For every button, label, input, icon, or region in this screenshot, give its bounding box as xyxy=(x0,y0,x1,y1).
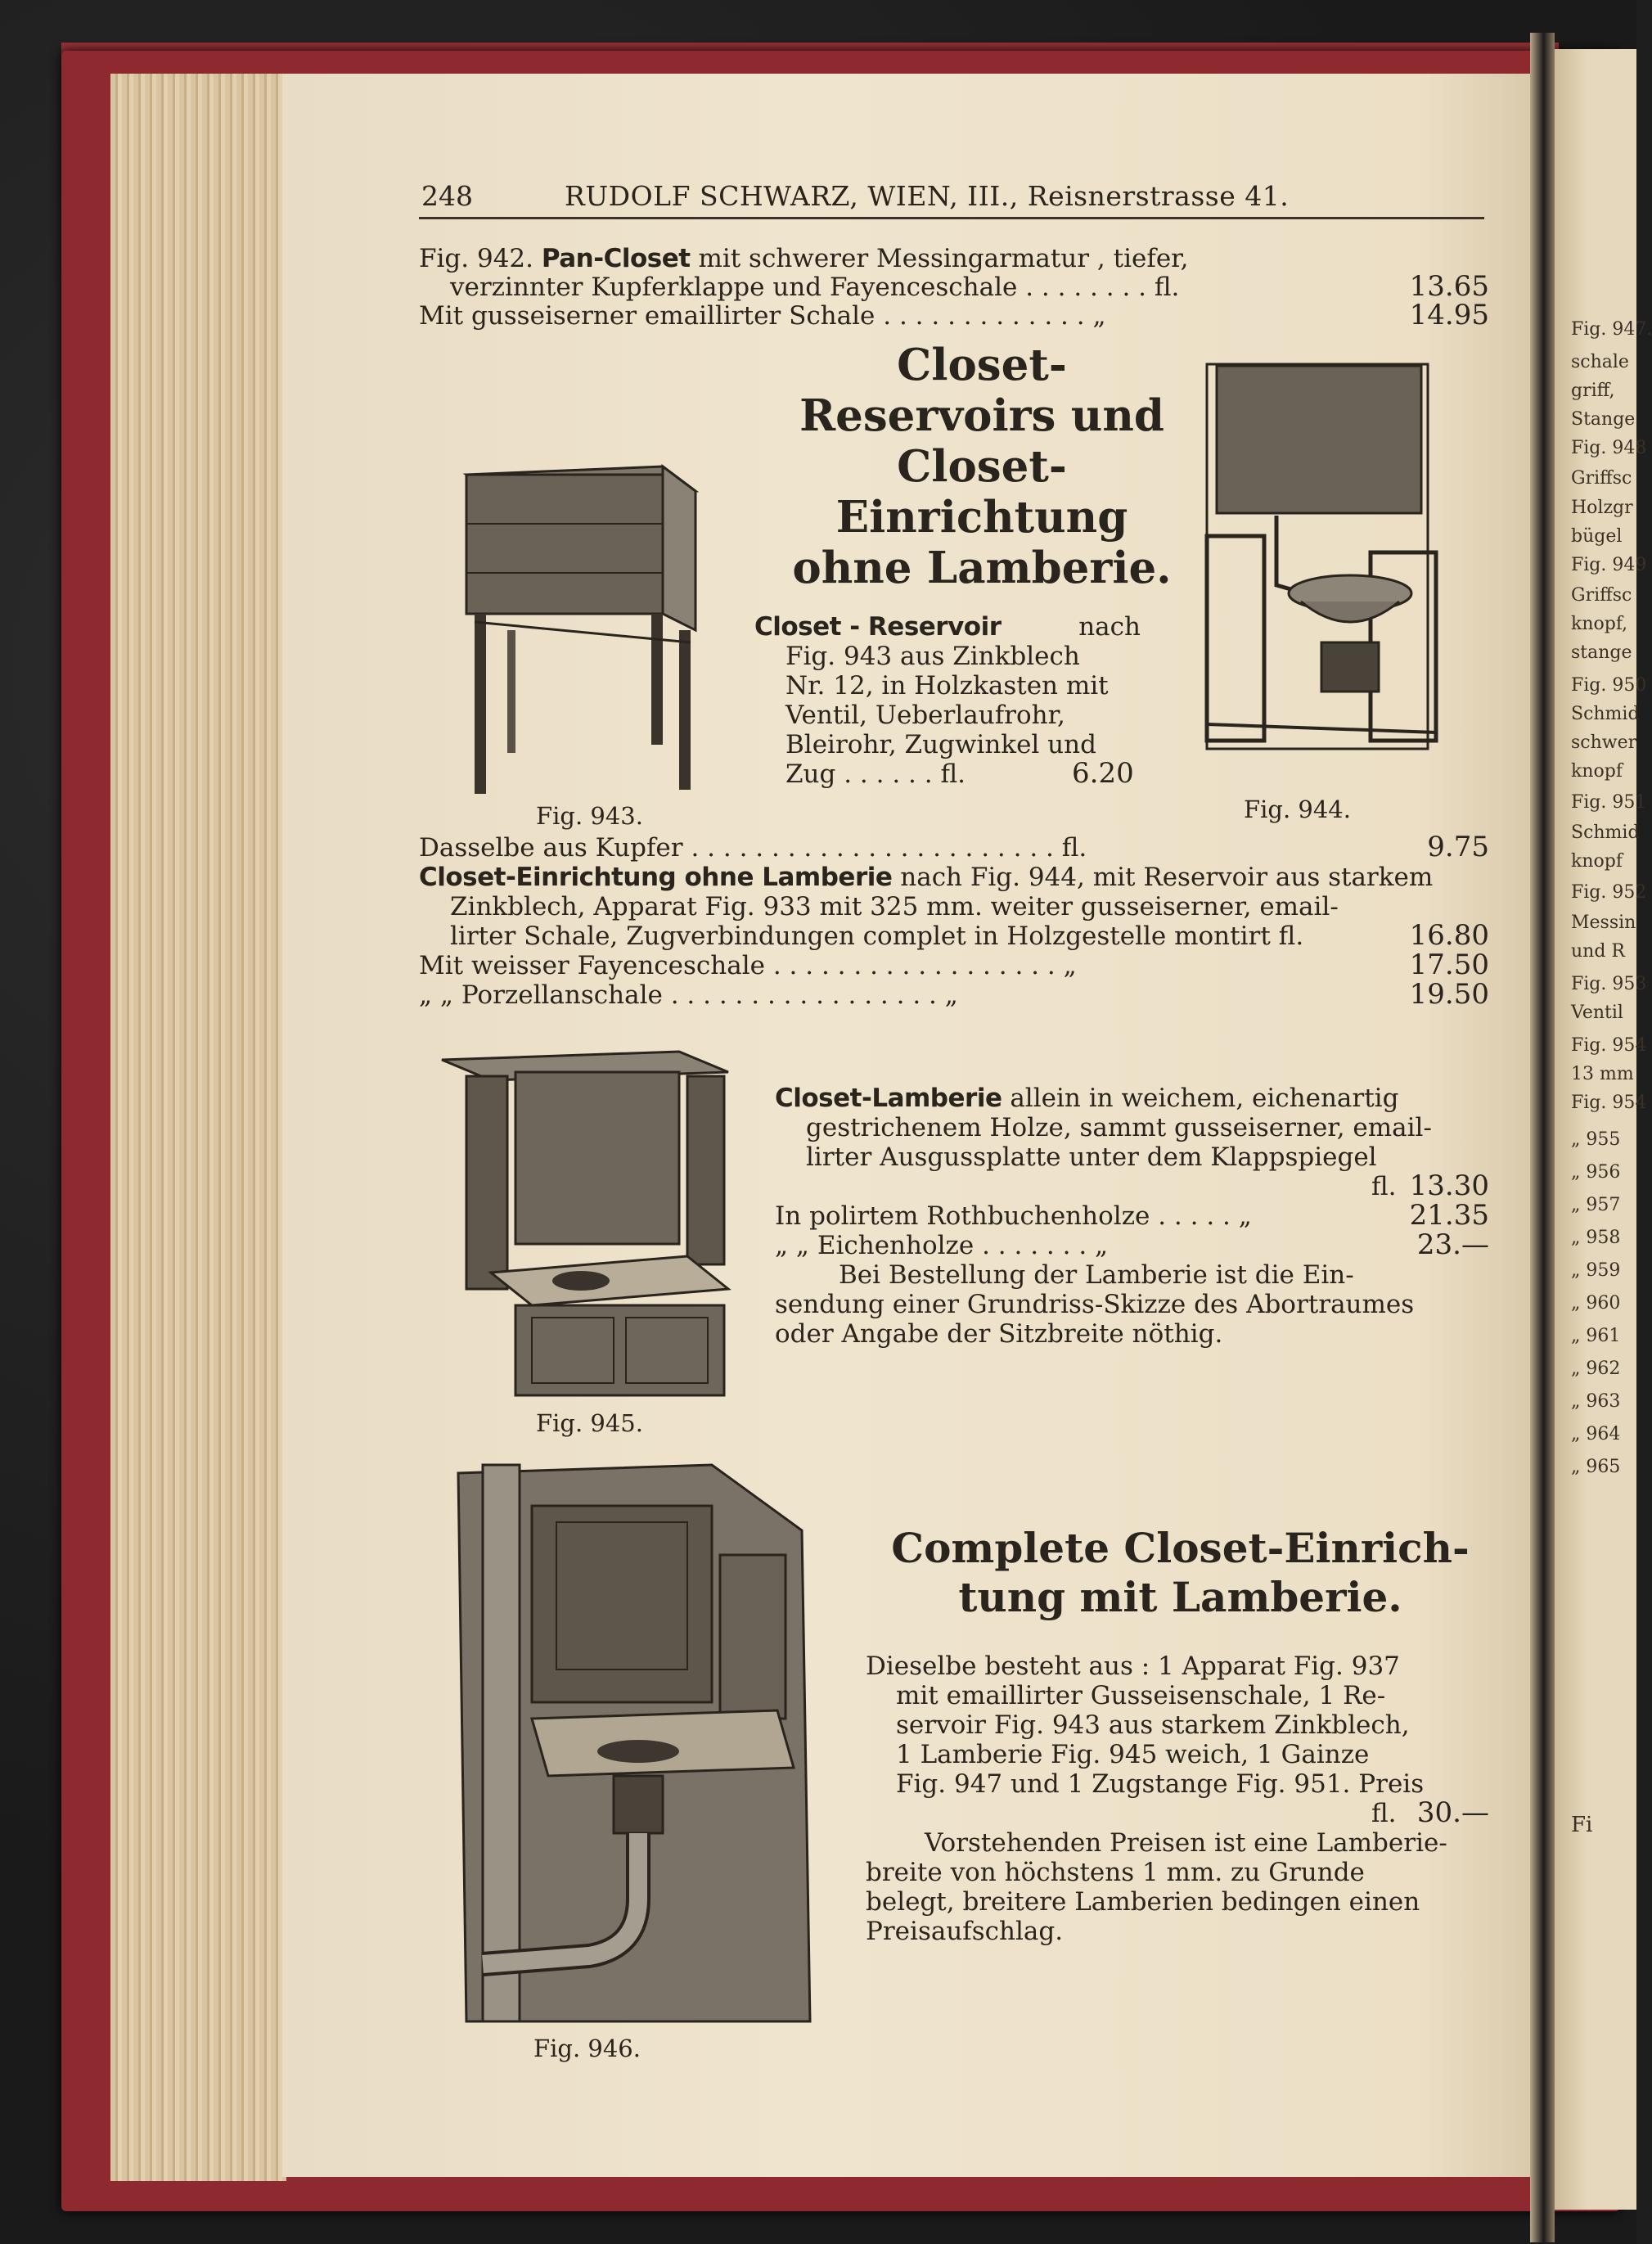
fig943-illustration xyxy=(458,458,712,802)
section3-title-line1: Complete Closet-Einrich- xyxy=(891,1524,1470,1572)
fig946-caption: Fig. 946. xyxy=(533,2034,641,2062)
fig942-price2: 14.95 xyxy=(1409,299,1489,331)
next-page-line: Stange xyxy=(1571,409,1636,430)
section3-note-line4: Preisaufschlag. xyxy=(866,1917,1064,1946)
rothbuche-line: In polirtem Rothbuchenholze . . . . . „ xyxy=(775,1201,1252,1231)
next-page-line: Fig. 951 xyxy=(1571,792,1647,813)
eiche-line: „ „ Eichenholze . . . . . . . „ xyxy=(775,1231,1109,1260)
section3-title-line2: tung mit Lamberie. xyxy=(958,1573,1402,1621)
eiche-price: 23.— xyxy=(1416,1228,1489,1261)
lamberie-line1 xyxy=(775,1084,1398,1113)
next-page-line: „ 963 xyxy=(1571,1391,1621,1412)
next-page-line: schwer xyxy=(1571,732,1637,753)
reservoir-line3: Nr. 12, in Holzkasten mit xyxy=(785,671,1109,701)
fig945-illustration xyxy=(442,1043,736,1412)
reservoir-line5: Bleirohr, Zugwinkel und xyxy=(785,730,1096,759)
next-page-line: Fig. 950 xyxy=(1571,675,1647,696)
next-page-line: Fig. 949 xyxy=(1571,555,1647,575)
lamberie-price: 13.30 xyxy=(1409,1169,1489,1202)
einrichtung-desc: nach Fig. 944, mit Reservoir aus starkem xyxy=(900,863,1434,892)
next-page-line: Schmid xyxy=(1571,822,1640,843)
kupfer-price: 9.75 xyxy=(1427,831,1489,863)
next-page-line: knopf, xyxy=(1571,614,1628,634)
rothbuche-price: 21.35 xyxy=(1409,1199,1489,1232)
porzellan-line: „ „ Porzellanschale . . . . . . . . . . . . . . . . . „ xyxy=(419,980,958,1010)
section3-body-line1: Dieselbe besteht aus : 1 Apparat Fig. 937 xyxy=(866,1651,1400,1681)
next-page-line: „ 962 xyxy=(1571,1359,1621,1379)
fig942-line1 xyxy=(419,244,1188,273)
next-page-line: 13 mm xyxy=(1571,1064,1634,1084)
next-page-line: und R xyxy=(1571,941,1625,962)
fig943-caption: Fig. 943. xyxy=(536,802,643,830)
section3-body-line4: 1 Lamberie Fig. 945 weich, 1 Gainze xyxy=(896,1740,1370,1769)
reservoir-line6: Zug . . . . . . fl. xyxy=(785,759,966,789)
einrichtung-price: 16.80 xyxy=(1409,919,1489,952)
book-gutter xyxy=(1530,33,1555,2242)
section3-title xyxy=(863,1524,1497,1622)
fig944-caption: Fig. 944. xyxy=(1244,795,1351,823)
fig942-line2: verzinnter Kupferklappe und Fayenceschale . . . . . . . . fl. xyxy=(450,273,1180,302)
fig945-caption: Fig. 945. xyxy=(536,1409,643,1437)
section1-title-line4: Einrichtung xyxy=(835,492,1128,543)
einrichtung-line3: lirter Schale, Zugverbindungen complet in Holzgestelle montirt fl. xyxy=(450,921,1304,951)
einrichtung-line2: Zinkblech, Apparat Fig. 933 mit 325 mm. weiter gusseiserner, email- xyxy=(450,892,1339,921)
next-page-line: knopf xyxy=(1571,851,1623,872)
fayence-line: Mit weisser Fayenceschale . . . . . . . . . . . . . . . . . . „ xyxy=(419,951,1077,980)
einrichtung-line1 xyxy=(419,863,1433,892)
section3-note-line1: Vorstehenden Preisen ist eine Lamberie- xyxy=(925,1828,1447,1858)
fig942-price: 13.65 xyxy=(1409,270,1489,303)
section1-title-line5: ohne Lamberie. xyxy=(792,543,1172,593)
section3-body-line2: mit emaillirter Gusseisenschale, 1 Re- xyxy=(896,1681,1386,1710)
next-page-line: Griffsc xyxy=(1571,585,1632,606)
section1-title xyxy=(740,340,1223,593)
reservoir-line4: Ventil, Ueberlaufrohr, xyxy=(785,701,1065,730)
next-page-line: „ 956 xyxy=(1571,1162,1621,1183)
next-page-line: stange xyxy=(1571,642,1632,663)
fig942-desc: mit schwerer Messingarmatur , tiefer, xyxy=(698,244,1189,273)
reservoir-line2: Fig. 943 aus Zinkblech xyxy=(785,642,1080,671)
lamberie-name: Closet-Lamberie xyxy=(775,1084,1002,1113)
section1-title-line2: Reservoirs und xyxy=(799,390,1164,441)
reservoir-line1 xyxy=(754,612,1002,642)
fayence-price: 17.50 xyxy=(1409,949,1489,981)
next-page-line: griff, xyxy=(1571,381,1615,401)
fig942-label: Fig. 942. xyxy=(419,244,533,273)
next-page-line: „ 960 xyxy=(1571,1293,1621,1314)
note-line3: oder Angabe der Sitzbreite nöthig. xyxy=(775,1319,1223,1349)
next-page-fragment xyxy=(1555,49,1652,2210)
fig944-illustration xyxy=(1199,348,1452,773)
kupfer-line: Dasselbe aus Kupfer . . . . . . . . . . . . . . . . . . . . . . . fl. xyxy=(419,833,1087,863)
section3-note-line2: breite von höchstens 1 mm. zu Grunde xyxy=(866,1858,1365,1887)
note-line1: Bei Bestellung der Lamberie ist die Ein- xyxy=(839,1260,1354,1290)
next-page-line: Ventil xyxy=(1571,1003,1623,1023)
section3-price: 30.— xyxy=(1416,1796,1489,1829)
next-page-line: Fi xyxy=(1571,1813,1593,1837)
section3-note-line3: belegt, breitere Lamberien bedingen einen xyxy=(866,1887,1420,1917)
next-page-line: „ 958 xyxy=(1571,1228,1621,1248)
next-page-line: Schmid xyxy=(1571,704,1640,724)
reservoir-name: Closet - Reservoir xyxy=(754,612,1002,642)
section3-price-label: fl. xyxy=(1371,1799,1397,1828)
section3-body-line5: Fig. 947 und 1 Zugstange Fig. 951. Preis xyxy=(896,1769,1425,1799)
next-page-line: Griffsc xyxy=(1571,468,1632,489)
next-page-line: „ 955 xyxy=(1571,1129,1621,1150)
next-page-line: Fig. 948 xyxy=(1571,438,1647,458)
next-page-line: knopf xyxy=(1571,761,1623,782)
section3-body-line3: servoir Fig. 943 aus starkem Zinkblech, xyxy=(896,1710,1410,1740)
page-number: 248 xyxy=(421,180,473,212)
next-page-line: schale xyxy=(1571,352,1629,372)
next-page-line: „ 965 xyxy=(1571,1457,1621,1477)
next-page-line: Fig. 947. xyxy=(1571,319,1652,340)
next-page-line: Fig. 953 xyxy=(1571,974,1647,994)
porzellan-price: 19.50 xyxy=(1409,978,1489,1011)
fig942-name: Pan-Closet xyxy=(541,244,691,273)
reservoir-nach: nach xyxy=(1078,612,1141,642)
next-page-line: „ 959 xyxy=(1571,1260,1621,1281)
next-page-line: Fig. 954 xyxy=(1571,1093,1647,1113)
next-page-line: Holzgr xyxy=(1571,498,1633,518)
page-edges xyxy=(110,74,286,2181)
next-page-line: bügel xyxy=(1571,526,1623,547)
running-head: RUDOLF SCHWARZ, WIEN, III., Reisnerstrasse 41. xyxy=(565,180,1290,212)
section1-title-line1: Closet- xyxy=(897,340,1067,390)
next-page-line: Fig. 954 xyxy=(1571,1035,1647,1056)
lamberie-desc: allein in weichem, eichenartig xyxy=(1010,1084,1399,1113)
fig946-illustration xyxy=(450,1457,835,2030)
next-page-line: „ 957 xyxy=(1571,1195,1621,1215)
next-page-line: Messin xyxy=(1571,912,1636,933)
next-page-line: „ 961 xyxy=(1571,1326,1621,1346)
section1-title-line3: Closet- xyxy=(897,441,1067,492)
lamberie-price-label: fl. xyxy=(1371,1172,1397,1201)
next-page-line: „ 964 xyxy=(1571,1424,1621,1444)
lamberie-line2: gestrichenem Holze, sammt gusseiserner, email- xyxy=(806,1113,1432,1142)
next-page-line: Fig. 952 xyxy=(1571,882,1647,903)
lamberie-line3: lirter Ausgussplatte unter dem Klappspiegel xyxy=(806,1142,1377,1172)
einrichtung-name: Closet-Einrichtung ohne Lamberie xyxy=(419,863,893,892)
header-rule xyxy=(419,217,1484,219)
reservoir-price: 6.20 xyxy=(1072,757,1134,790)
fig942-line3: Mit gusseiserner emaillirter Schale . . . . . . . . . . . . . „ xyxy=(419,301,1106,331)
note-line2: sendung einer Grundriss-Skizze des Abortraumes xyxy=(775,1290,1415,1319)
